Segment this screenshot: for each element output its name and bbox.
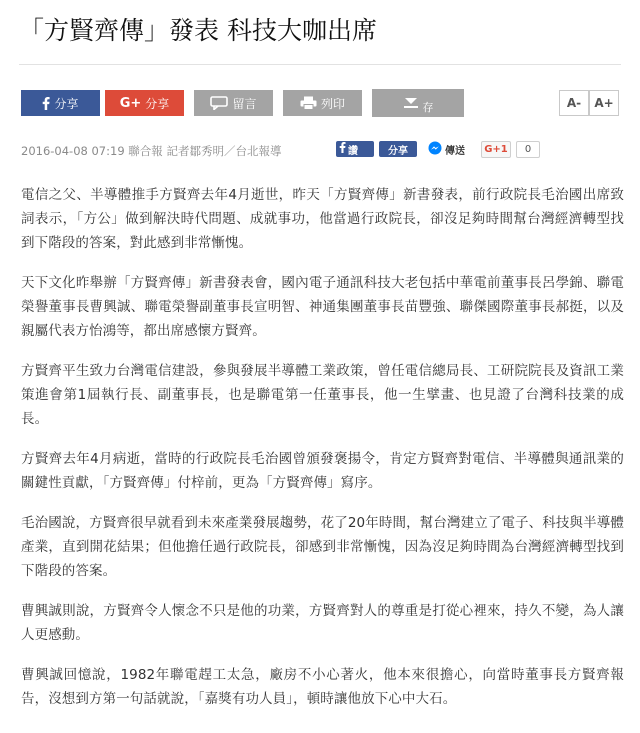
gplus-count: 0 [516, 141, 540, 158]
download-icon [403, 97, 419, 109]
facebook-like-label: 讚 [348, 145, 358, 157]
facebook-mini-share-button[interactable]: 分享 [379, 141, 417, 157]
messenger-icon [428, 141, 442, 158]
gplus-icon: G+ [119, 95, 142, 111]
article-paragraph: 曹興誠回憶說，1982年聯電趕工太急，廠房不小心著火，他本來很擔心，向當時董事長方賢齊報告，沒想到方第一句話就說，「嘉獎有功人員」，頓時讓他放下心中大石。 [21, 667, 624, 707]
article-paragraph: 方賢齊平生致力台灣電信建設，參與發展半導體工業政策，曾任電信總局長、工研院院長及資訊工業策進會第1屆執行長、副董事長，也是聯電第一任董事長，他一生擘畫、也見證了台灣科技業的成長。 [21, 363, 624, 427]
font-decrease-button[interactable]: A- [559, 90, 589, 116]
print-label: 列印 [320, 96, 345, 111]
article-paragraph: 曹興誠則說，方賢齊令人懷念不只是他的功業，方賢齊對人的尊重是打從心裡來，持久不變，為人讓人更感動。 [21, 603, 624, 643]
save-button[interactable] [372, 89, 464, 117]
title-divider [19, 64, 621, 65]
comment-icon [210, 96, 228, 110]
article-paragraph: 方賢齊去年4月病逝，當時的行政院長毛治國曾頒發褒揚令，肯定方賢齊對電信、半導體與通訊業的關鍵性貢獻，「方賢齊傳」付梓前，更為「方賢齊傳」寫序。 [21, 451, 624, 491]
facebook-share-button[interactable] [21, 90, 100, 116]
facebook-share-label: 分享 [54, 96, 79, 111]
article-title: 「方賢齊傳」發表 科技大咖出席 [19, 16, 377, 45]
printer-icon [300, 96, 317, 110]
messenger-label: 傳送 [445, 145, 465, 157]
comment-button[interactable] [194, 90, 273, 116]
article-paragraph: 天下文化昨舉辦「方賢齊傳」新書發表會，國內電子通訊科技大老包括中華電前董事長呂學錦、聯電榮譽董事長曹興誠、聯電榮譽副董事長宣明智、神通集團董事長苗豐強、聯傑國際董事長郝挺，以及親屬代表方怡鴻等，都出席感懷方賢齊。 [21, 275, 624, 339]
facebook-icon [42, 97, 50, 110]
messenger-send-button[interactable] [428, 141, 476, 157]
article-meta: 2016-04-08 07:19 聯合報 記者鄒秀明／台北報導 [21, 144, 282, 158]
facebook-like-button[interactable] [336, 141, 374, 157]
gplus-share-label: 分享 [145, 96, 170, 111]
comment-label: 留言 [232, 96, 257, 111]
article-body [21, 183, 624, 727]
gplus-share-button[interactable] [105, 90, 184, 116]
gplus-one-button[interactable]: G+1 [481, 141, 511, 158]
font-increase-button[interactable]: A+ [589, 90, 619, 116]
article-paragraph: 毛治國說，方賢齊很早就看到未來產業發展趨勢，花了20年時間，幫台灣建立了電子、科技與半導體產業，直到開花結果；但他擔任過行政院長，卻感到非常慚愧，因為沒足夠時間為台灣經濟轉型找到下階段的答案。 [21, 515, 624, 579]
save-label: 存 [422, 101, 434, 114]
print-button[interactable] [283, 90, 362, 116]
facebook-mini-icon [339, 142, 346, 156]
article-paragraph: 電信之父、半導體推手方賢齊去年4月逝世，昨天「方賢齊傳」新書發表，前行政院長毛治國出席致詞表示，「方公」做到解決時代問題、成就事功，他當過行政院長，卻沒足夠時間幫台灣經濟轉型找到下階段的答案，對此感到非常慚愧。 [21, 187, 624, 251]
